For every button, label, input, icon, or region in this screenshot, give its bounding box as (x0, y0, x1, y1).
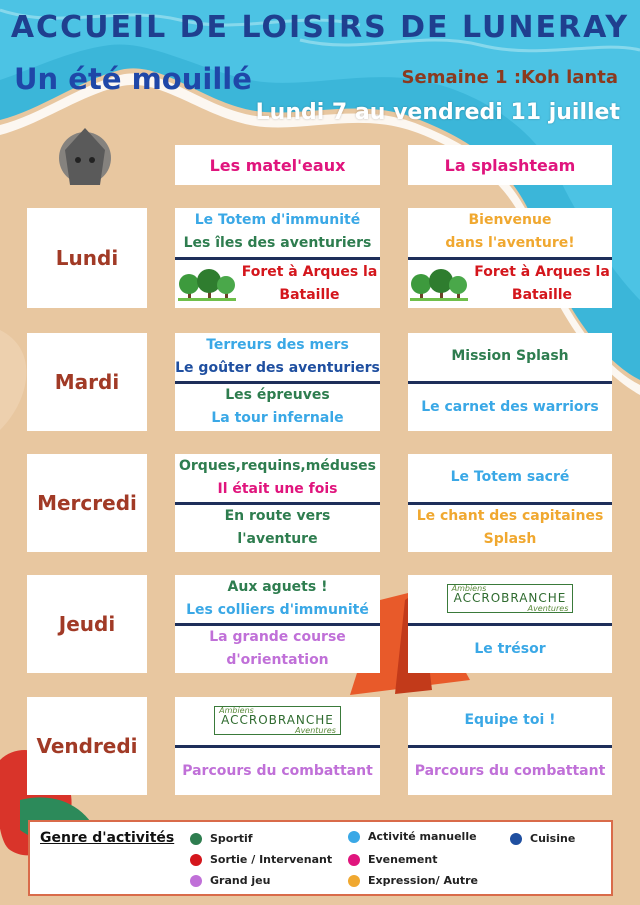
cell-lundi-matel-eaux (175, 208, 380, 308)
activity-text: Le chant des capitaines (416, 508, 604, 525)
activity-block (408, 748, 612, 796)
activity-block (175, 626, 380, 674)
activity-text: Bienvenue (468, 212, 552, 229)
page-subtitle: Un été mouillé (14, 62, 252, 96)
legend-item-activite-manuelle: Activité manuelle (348, 830, 477, 843)
activity-text: Bataille (511, 286, 573, 303)
acrobranche-logo: Ambiens ACCROBRANCHE Aventures (447, 584, 574, 613)
activity-block (175, 384, 380, 432)
day-label-jeudi: Jeudi (27, 575, 147, 673)
activity-legend (28, 820, 613, 896)
activity-block (408, 505, 612, 553)
legend-item-sortie: Sortie / Intervenant (190, 853, 332, 866)
page-title: ACCUEIL DE LOISIRS DE LUNERAY (10, 10, 630, 45)
activity-text: Splash (483, 531, 537, 548)
cell-jeudi-splashteam (408, 575, 612, 673)
activity-text: l'aventure (237, 531, 318, 548)
legend-item-sportif: Sportif (190, 832, 253, 845)
activity-block (408, 260, 612, 309)
activity-text: Parcours du combattant (182, 762, 373, 779)
week-label: Semaine 1 :Koh lanta (401, 67, 618, 88)
activity-text: Le goûter des aventuriers (175, 359, 380, 376)
acrobranche-logo: Ambiens ACCROBRANCHE Aventures (214, 706, 341, 735)
forest-icon (178, 267, 236, 301)
group-header-matel-eaux: Les matel'eaux (175, 145, 380, 185)
legend-item-evenement: Evenement (348, 853, 437, 866)
activity-text: Orques,requins,méduses (179, 457, 376, 474)
legend-dot-icon (510, 833, 522, 845)
legend-dot-icon (190, 833, 202, 845)
cell-mardi-matel-eaux (175, 333, 380, 431)
activity-block (175, 505, 380, 553)
activity-block (408, 384, 612, 432)
legend-dot-icon (348, 875, 360, 887)
activity-block (175, 748, 380, 796)
cell-mercredi-matel-eaux (175, 454, 380, 552)
activity-block (408, 697, 612, 745)
legend-item-cuisine: Cuisine (510, 832, 575, 845)
activity-text: La grande course (209, 629, 346, 646)
activity-text: Aux aguets ! (227, 578, 328, 595)
activity-block (175, 260, 380, 309)
legend-dot-icon (190, 854, 202, 866)
activity-block (175, 454, 380, 502)
legend-dot-icon (348, 854, 360, 866)
group-header-splashteam: La splashteam (408, 145, 612, 185)
day-label-mardi: Mardi (27, 333, 147, 431)
activity-block (175, 697, 380, 745)
activity-block (408, 333, 612, 381)
day-label-vendredi: Vendredi (27, 697, 147, 795)
activity-text: Il était une fois (217, 480, 338, 497)
activity-text: Foret à Arques la (474, 263, 610, 280)
cell-vendredi-matel-eaux (175, 697, 380, 795)
activity-block (175, 575, 380, 623)
activity-text: Foret à Arques la (241, 263, 378, 280)
activity-text: dans l'aventure! (445, 235, 575, 252)
activity-text: Bataille (279, 286, 340, 303)
forest-icon (410, 267, 468, 301)
activity-text: En route vers (224, 508, 331, 525)
legend-dot-icon (348, 831, 360, 843)
legend-item-expression: Expression/ Autre (348, 874, 478, 887)
cell-mercredi-splashteam (408, 454, 612, 552)
cell-vendredi-splashteam (408, 697, 612, 795)
activity-block (408, 454, 612, 502)
activity-text: Les îles des aventuriers (183, 235, 372, 252)
legend-item-grand-jeu: Grand jeu (190, 874, 270, 887)
activity-text: Terreurs des mers (206, 336, 349, 353)
activity-text: d'orientation (226, 652, 329, 669)
cell-jeudi-matel-eaux (175, 575, 380, 673)
activity-text: Les épreuves (225, 387, 330, 404)
activity-block (408, 208, 612, 257)
activity-block (175, 333, 380, 381)
activity-text: Le trésor (474, 640, 546, 657)
day-label-lundi: Lundi (27, 208, 147, 308)
activity-text: Mission Splash (451, 348, 569, 365)
activity-block (408, 575, 612, 623)
date-range: Lundi 7 au vendredi 11 juillet (255, 100, 620, 125)
activity-text: Les colliers d'immunité (186, 601, 369, 618)
activity-text: Le Totem sacré (450, 469, 570, 486)
cell-mardi-splashteam (408, 333, 612, 431)
activity-text: Parcours du combattant (414, 762, 606, 779)
activity-text: Le Totem d'immunité (194, 212, 361, 229)
day-label-mercredi: Mercredi (27, 454, 147, 552)
activity-text: Equipe toi ! (464, 712, 556, 729)
legend-dot-icon (190, 875, 202, 887)
activity-block (175, 208, 380, 257)
activity-block (408, 626, 612, 674)
activity-text: La tour infernale (211, 410, 344, 427)
cell-lundi-splashteam (408, 208, 612, 308)
legend-title: Genre d'activités (40, 830, 175, 846)
activity-text: Le carnet des warriors (421, 398, 599, 415)
